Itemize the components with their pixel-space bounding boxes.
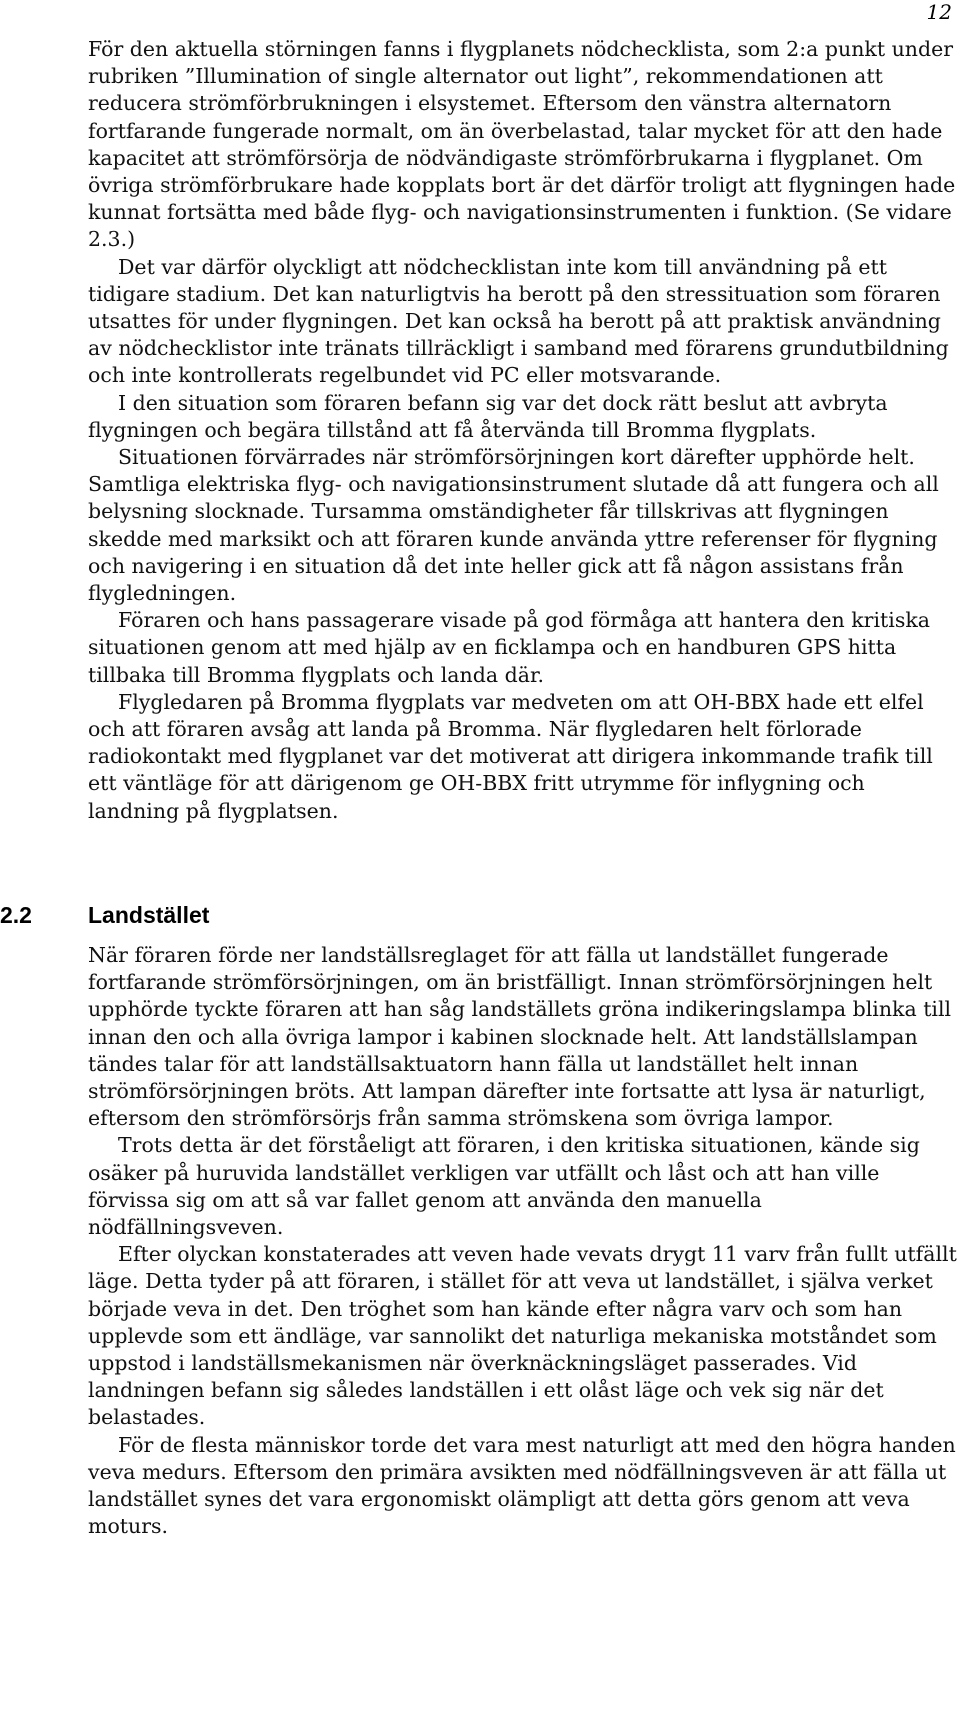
page-number: 12 xyxy=(926,0,952,24)
section-title: Landstället xyxy=(88,902,210,928)
paragraph: När föraren förde ner landställsreglaget för att fälla ut landstället fungerade fortfarande strömförsörjningen, om än bristfälligt. Innan strömförsörjningen helt upphörde tyckte föraren att han såg landställets gröna indikeringslampa blinka till innan den och alla övriga lampor i kabinen slocknade helt. Att landställslampan tändes talar för att landställsaktuatorn hann fälla ut landstället helt innan strömförsörjningen bröts. Att lampan därefter inte fortsatte att lysa är naturligt, eftersom den strömförsörjs från samma strömskena som övriga lampor. xyxy=(88,943,952,1131)
paragraph: För den aktuella störningen fanns i flygplanets nödchecklista, som 2:a punkt under rubriken ”Illumination of single alternator out light”, rekommendationen att reducera strömförbrukningen i elsystemet. Eftersom den vänstra alternatorn fortfarande fungerade normalt, om än överbelastad, talar mycket för att den hade kapacitet att strömförsörja de nödvändigaste strömförbrukarna i flygplanet. Om övriga strömförbrukare hade kopplats bort är det därför troligt att flygningen hade kunnat fortsätta med både flyg- och navigationsinstrumenten i funktion. (Se vidare 2.3.) xyxy=(88,37,956,252)
paragraph: För de flesta människor torde det vara mest naturligt att med den högra handen veva medurs. Eftersom den primära avsikten med nödfällningsveven är att fälla ut landstället synes det vara ergonomiskt olämpligt att detta görs genom att veva moturs. xyxy=(88,1432,956,1539)
section-body xyxy=(88,36,960,825)
paragraph: Det var därför olyckligt att nödchecklistan inte kom till användning på ett tidigare stadium. Det kan naturligtvis ha berott på den stressituation som föraren utsattes för under flygningen. Det kan också ha berott på att praktisk användning av nödchecklistor inte tränats tillräckligt i samband med förarens grundutbildning och inte kontrollerats regelbundet vid PC eller motsvarande. xyxy=(88,254,949,388)
paragraph: Trots detta är det förståeligt att föraren, i den kritiska situationen, kände sig osäker på huruvida landstället verkligen var utfällt och låst och att han ville förvissa sig om att så var fallet genom att använda den manuella nödfällningsveven. xyxy=(88,1133,920,1240)
section-body xyxy=(88,942,960,1540)
section-number: 2.2 xyxy=(0,902,32,928)
section-heading xyxy=(0,902,960,936)
paragraph: Flygledaren på Bromma flygplats var medveten om att OH-BBX hade ett elfel och att föraren avsåg att landa på Bromma. När flygledaren helt förlorade radiokontakt med flygplanet var det motiverat att dirigera inkommande trafik till ett väntläge för att därigenom ge OH-BBX fritt utrymme för inflygning och landning på flygplatsen. xyxy=(88,689,933,823)
paragraph: Föraren och hans passagerare visade på god förmåga att hantera den kritiska situationen genom att med hjälp av en ficklampa och en handburen GPS hitta tillbaka till Bromma flygplats och landa där. xyxy=(88,608,930,687)
paragraph: I den situation som föraren befann sig var det dock rätt beslut att avbryta flygningen och begära tillstånd att få återvända till Bromma flygplats. xyxy=(88,390,888,442)
paragraph: Situationen förvärrades när strömförsörjningen kort därefter upphörde helt. Samtliga elektriska flyg- och navigationsinstrument slutade då att fungera och all belysning slocknade. Tursamma omständigheter får tillskrivas att flygningen skedde med marksikt och att föraren kunde använda yttre referenser för flygning och navigering i en situation då det inte heller gick att få någon assistans från flygledningen. xyxy=(88,445,939,606)
paragraph: Efter olyckan konstaterades att veven hade vevats drygt 11 varv från fullt utfällt läge. Detta tyder på att föraren, i stället för att veva ut landstället, i själva verket började veva in det. Den tröghet som han kände efter några varv och som han upplevde som ett ändläge, var sannolikt det naturliga mekaniska motståndet som uppstod i landställsmekanismen när överknäckningsläget passerades. Vid landningen befann sig således landställen i ett olåst läge och vek sig när det belastades. xyxy=(88,1242,957,1430)
